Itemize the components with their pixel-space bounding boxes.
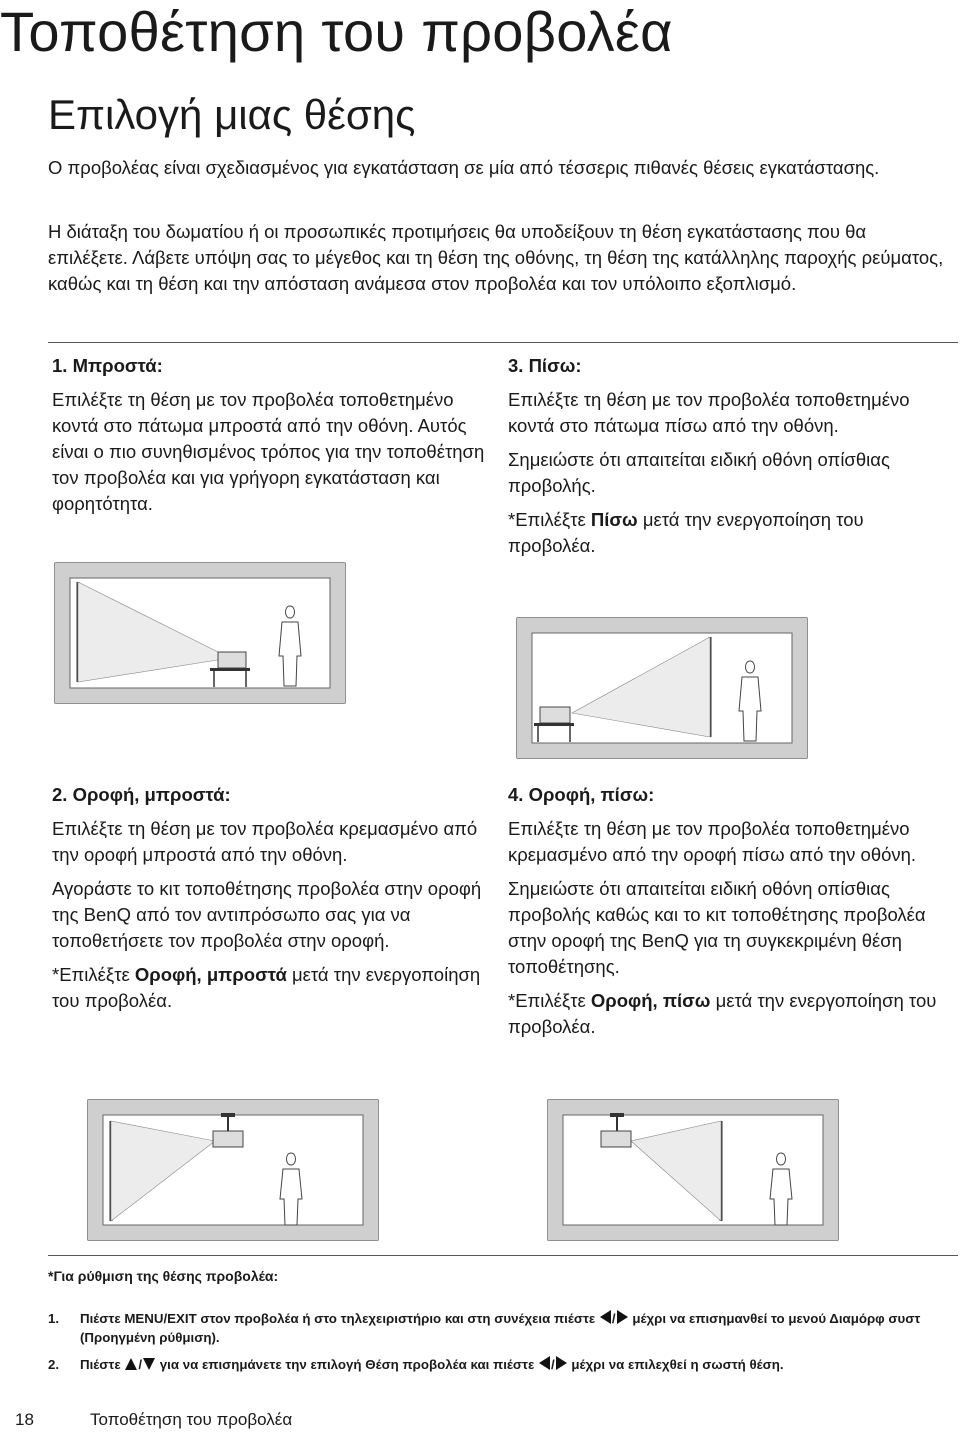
position-ceiling-rear [508,782,953,1048]
note-text: Πιέστε [80,1357,121,1372]
position-description: Επιλέξτε τη θέση με τον προβολέα τοποθετημένο κοντά στο πάτωμα μπροστά από την οθόνη. Αυτός είναι ο πιο συνηθισμένος τρόπος για την τοποθέτηση τον προβολέα και για γρήγορη εγκατάσταση και φορητότητα. [52,389,485,514]
select-note-option: Πίσω [590,509,638,530]
select-note [508,988,953,1040]
select-note [52,962,497,1014]
intro-paragraph-1: Ο προβολέας είναι σχεδιασμένος για εγκατάσταση σε μία από τέσσερις πιθανές θέσεις εγκατάστασης. [48,157,880,178]
illustration-ceiling-front [83,1095,383,1245]
note-step-2 [48,1355,938,1377]
position-note: Αγοράστε το κιτ τοποθέτησης προβολέα στην οροφή της BenQ από τον αντιπρόσωπο σας για να τοποθετήσετε τον προβολέα στην οροφή. [52,878,482,951]
position-description: Επιλέξτε τη θέση με τον προβολέα κρεμασμένο από την οροφή μπροστά από την οθόνη. [52,818,478,865]
chapter-title: Τοποθέτηση του προβολέα [0,0,673,63]
section-title: Επιλογή μιας θέσης [48,91,416,138]
note-text: για να επισημάνετε την επιλογή Θέση προβολέα και πιέστε [159,1357,535,1372]
down-arrow-icon [143,1358,155,1370]
position-note: Σημειώστε ότι απαιτείται ειδική οθόνη οπίσθιας προβολής. [508,449,890,496]
note-separator: / [550,1357,555,1372]
position-ceiling-front [52,782,497,1022]
select-note-option: Οροφή, μπροστά [134,964,287,985]
note-number: 1. [48,1311,60,1326]
intro-paragraph-2: Η διάταξη του δωματίου ή οι προσωπικές προτιμήσεις θα υποδείξουν τη θέση εγκατάστασης που θα επιλέξετε. Λάβετε υπόψη σας το μέγεθος και τη θέση της οθόνης, τη θέση της κατάλληλης παροχής ρεύματος, καθώς και τη θέση και την απόσταση ανάμεσα στον προβολέα και τον υπόλοιπο εξοπλισμό. [48,221,944,294]
divider-top [48,342,958,343]
select-note-prefix: *Επιλέξτε [508,990,591,1011]
illustration-ceiling-rear [543,1095,843,1245]
right-arrow-icon [556,1356,567,1370]
position-rear [508,353,953,567]
note-text: μέχρι να επισημανθεί το μενού Διαμόρφ συστ (Προηγμένη ρύθμιση). [80,1311,921,1345]
notes-title: *Για ρύθμιση της θέσης προβολέα: [48,1268,279,1284]
right-arrow-icon [617,1310,628,1324]
position-note: Σημειώστε ότι απαιτείται ειδική οθόνη οπίσθιας προβολής καθώς και το κιτ τοποθέτησης προβολέα στην οροφή της BenQ για τη συγκεκριμένη θέση τοποθέτησης. [508,878,926,977]
position-description: Επιλέξτε τη θέση με τον προβολέα τοποθετημένο κρεμασμένο από την οροφή πίσω από την οθόνη. [508,818,917,865]
select-note-suffix: μετά την ενεργοποίηση του προβολέα. [52,964,481,1011]
footer-chapter-title: Τοποθέτηση του προβολέα [90,1410,293,1429]
position-front [52,353,497,525]
left-arrow-icon [600,1310,611,1324]
position-description: Επιλέξτε τη θέση με τον προβολέα τοποθετημένο κοντά στο πάτωμα πίσω από την οθόνη. [508,389,910,436]
select-note-suffix: μετά την ενεργοποίηση του προβολέα. [508,509,864,556]
illustration-front-floor [50,558,350,708]
page-number: 18 [15,1410,34,1429]
position-heading: 2. Οροφή, μπροστά: [52,784,231,805]
position-heading: 1. Μπροστά: [52,355,163,376]
up-arrow-icon [125,1358,137,1370]
divider-notes [48,1255,958,1256]
select-note [508,507,953,559]
left-arrow-icon [539,1356,550,1370]
illustration-rear-floor [512,613,812,763]
select-note-suffix: μετά την ενεργοποίηση του προβολέα. [508,990,937,1037]
select-note-prefix: *Επιλέξτε [52,964,135,985]
note-separator: / [611,1311,616,1326]
position-heading: 4. Οροφή, πίσω: [508,784,655,805]
note-separator: / [138,1357,143,1372]
note-number: 2. [48,1357,60,1372]
select-note-option: Οροφή, πίσω [590,990,711,1011]
note-step-1 [48,1309,938,1349]
note-text: Πιέστε MENU/EXIT στον προβολέα ή στο τηλεχειριστήριο και στη συνέχεια πιέστε [80,1311,596,1326]
note-text: μέχρι να επιλεχθεί η σωστή θέση. [571,1357,784,1372]
position-heading: 3. Πίσω: [508,355,582,376]
select-note-prefix: *Επιλέξτε [508,509,591,530]
